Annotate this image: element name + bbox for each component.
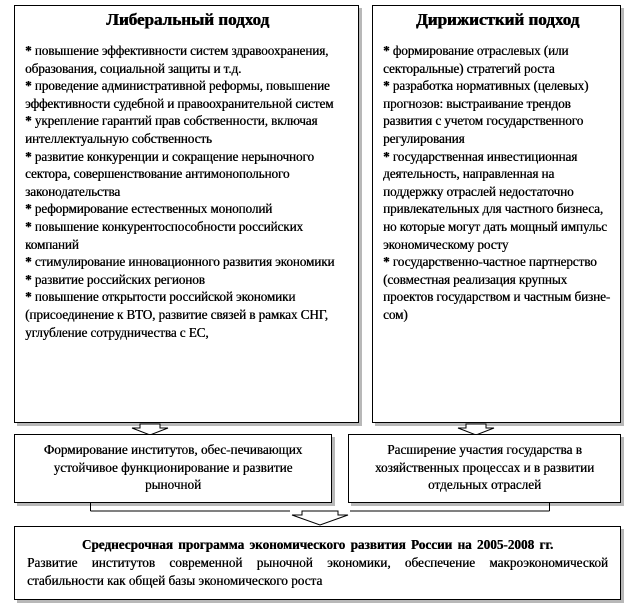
dirigist-approach-box — [372, 5, 621, 423]
list-item: * укрепление гарантий прав собственности, включая интеллектуальную собственность — [25, 113, 318, 146]
list-item: * разработка нормативных (целевых) прогнозов: выстраивание трендов развития с учетом государственного регулирования — [383, 78, 589, 146]
list-item: * государственная инвестиционная деятельность, направленная на поддержку отраслей недостаточно привлекательных для частного бизнеса, но которые могут дать мощный импульс экономическому росту — [383, 148, 607, 252]
list-item: * развитие российских регионов — [25, 271, 205, 287]
list-item: * повышение открытости российской экономики (присоединение к ВТО, развитие связей в рамках СНГ, углубление сотрудничества с ЕС, — [25, 289, 328, 340]
list-item: * формирование отраслевых (или секторальные) стратегий роста — [383, 43, 569, 76]
state-participation-text: Расширение участия государства в хозяйственных процессах и в развитии отдельных отраслей — [374, 442, 595, 493]
dirigist-approach-list — [383, 42, 612, 324]
institutions-box — [14, 434, 332, 503]
institutions-text: Формирование институтов, обес-печивающих устойчивое функционирование и развитие рыночной — [43, 442, 303, 493]
liberal-approach-title: Либеральный подход — [106, 10, 269, 29]
list-item: * стимулирование инновационного развития экономики — [25, 254, 335, 270]
state-participation-box — [348, 434, 621, 503]
program-box — [14, 526, 621, 600]
liberal-approach-box — [14, 5, 359, 423]
dirigist-approach-title: Дирижисткий подход — [415, 10, 580, 29]
liberal-approach-list — [25, 42, 350, 341]
list-item: * повышение эффективности систем здравоохранения, образования, социальной защиты и т.д. — [25, 43, 329, 76]
program-text: Развитие институтов современной рыночной экономики, обеспечение макроэкономической стабильности как общей базы экономического роста — [27, 555, 608, 588]
connector-to-program — [90, 503, 550, 527]
list-item: * реформирование естественных монополий — [25, 201, 273, 217]
list-item: * проведение административной реформы, повышение эффективности судебной и правоохранительной систем — [25, 78, 334, 111]
list-item: * развитие конкуренции и сокращение нерыночного сектора, совершенствование антимонопольного законодательства — [25, 148, 314, 199]
list-item: * государственно-частное партнерство (совместная реализация крупных проектов государством и частным бизне-сом) — [383, 254, 611, 322]
list-item: * повышение конкурентоспособности российских компаний — [25, 218, 303, 252]
program-title: Среднесрочная программа экономического развития России на 2005-2008 гг. — [81, 537, 554, 552]
